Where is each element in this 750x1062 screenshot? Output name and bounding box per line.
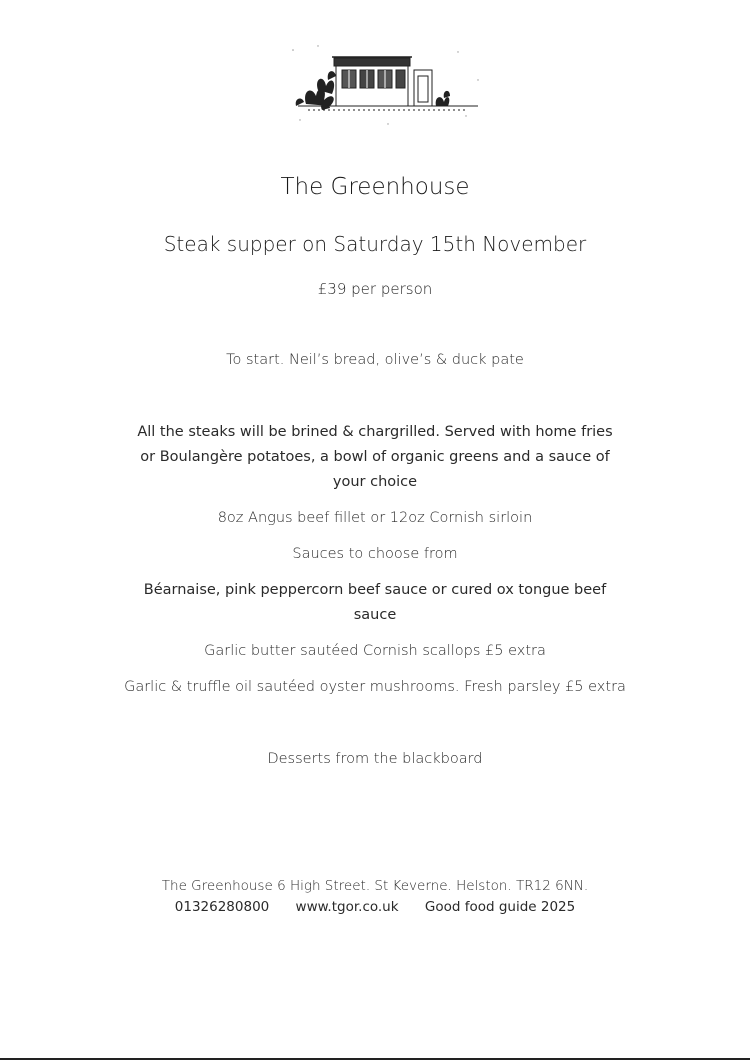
price-per-person: £39 per person bbox=[317, 280, 433, 298]
page-title: The Greenhouse bbox=[280, 174, 470, 200]
footer-phone: 01326280800 bbox=[174, 899, 270, 915]
footer-contact-row bbox=[0, 899, 750, 915]
steak-intro-paragraph: All the steaks will be brined & chargrilled. Served with home fries or Boulangère potatoes, a bowl of organic greens and a sauce of your choice bbox=[137, 424, 613, 490]
sauces-list: Béarnaise, pink peppercorn beef sauce or cured ox tongue beef sauce bbox=[143, 582, 607, 623]
event-subtitle: Steak supper on Saturday 15th November bbox=[163, 232, 587, 256]
footer-address: The Greenhouse 6 High Street. St Keverne. Helston. TR12 6NN. bbox=[161, 878, 589, 894]
footer-website: www.tgor.co.uk bbox=[295, 899, 399, 915]
starter-line: To start. Neil’s bread, olive’s & duck pate bbox=[226, 352, 524, 368]
desserts-line: Desserts from the blackboard bbox=[267, 751, 483, 767]
extra-scallops: Garlic butter sautéed Cornish scallops £5 extra bbox=[204, 643, 546, 659]
sauces-heading: Sauces to choose from bbox=[292, 546, 458, 562]
restaurant-sketch-logo bbox=[288, 40, 488, 130]
steak-options: 8oz Angus beef fillet or 12oz Cornish sirloin bbox=[217, 510, 533, 526]
extra-mushrooms: Garlic & truffle oil sautéed oyster mushrooms. Fresh parsley £5 extra bbox=[124, 679, 626, 695]
bottom-divider bbox=[0, 1058, 750, 1060]
footer-award: Good food guide 2025 bbox=[424, 899, 576, 915]
